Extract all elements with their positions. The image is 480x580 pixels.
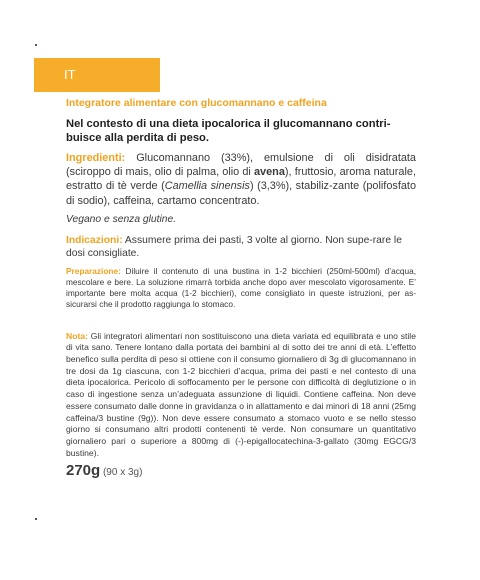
ingredients-text-1: Glucomannano (33%), emulsione di oli disidratata (sciroppo di mais, olio di palma, olio di [66,152,416,179]
health-claim: Nel contesto di una dieta ipocalorica il glucomannano contri-buisce alla perdita di peso. [66,118,391,144]
vegan-statement: Vegano e senza glutine. [66,213,177,225]
ingredients-allergen: avena [254,166,285,179]
product-subtitle: Integratore alimentare con glucomannano e caffeina [66,97,327,109]
net-weight-value: 270g [66,462,101,480]
ingredients-paragraph [66,151,416,208]
crop-mark-bottom [35,518,37,520]
ingredients-label: Ingredienti: [66,152,126,164]
ingredients-latin-name: Camellia sinensis [164,180,250,193]
preparation-label: Preparazione: [66,265,121,276]
crop-mark-top [35,44,37,46]
preparation-text: Diluire il contenuto di una bustina in 1-2 bicchieri (250ml-500ml) d’acqua, mescolare e bere. La soluzione rimarrà torbida anche dopo aver mescolato vigorosamente. E’ importante bere molta acqua (1-2 bicchieri), come consigliato in queste istruzioni, per as-sicurarsi che il prodotto raggiunga lo stomaco. [66,265,416,310]
note-label: Nota: [66,330,88,341]
ingredients-text-3: ) (3,3%), stabiliz-zante (polifosfato di sodio), caffeina, cartamo concentrato. [66,180,416,207]
directions-paragraph [66,234,416,260]
preparation-paragraph [66,266,416,311]
directions-text: Assumere prima dei pasti, 3 volte al giorno. Non supe-rare le dosi consigliate. [66,234,402,259]
note-paragraph [66,331,416,460]
net-weight [66,462,416,480]
net-weight-detail: (90 x 3g) [100,467,143,479]
note-text: Gli integratori alimentari non sostituiscono una dieta variata ed equilibrata e uno stile di vita sano. Tenere lontano dalla portata dei bambini al di sotto dei tre anni di età. L’effetto benefico sulla perdita di peso si ottiene con il consumo giornaliero di 3g di glucomannano in tre dosi da 1g ciascuna, con 1-2 bicchieri d’acqua, prima dei pasti e nel contesto di una dieta ipocalorica. Pericolo di soffocamento per le persone con difficoltà di deglutizione o in caso di ingestione senza un’adeguata assunzione di liquidi. Contiene caffeina. Non deve essere consumato dalle donne in gravidanza o in allattamento e dai minori di 18 anni (25mg caffeina/3 bustine (9g)). Non deve essere consumato a stomaco vuoto e se nello stesso giorno si consumano altri prodotti contenenti tè verde. Non consumare un quantitativo giornaliero pari o superiore a 800mg di (-)-epigallocatechina-3-gallato (30mg EGCG/3 bustine). [66,330,416,458]
ingredients-text-2: ), fruttosio, aroma naturale, estratto di tè verde ( [66,166,416,193]
directions-label: Indicazioni: [66,234,123,246]
language-badge: IT [34,58,160,92]
label-content [66,97,416,480]
